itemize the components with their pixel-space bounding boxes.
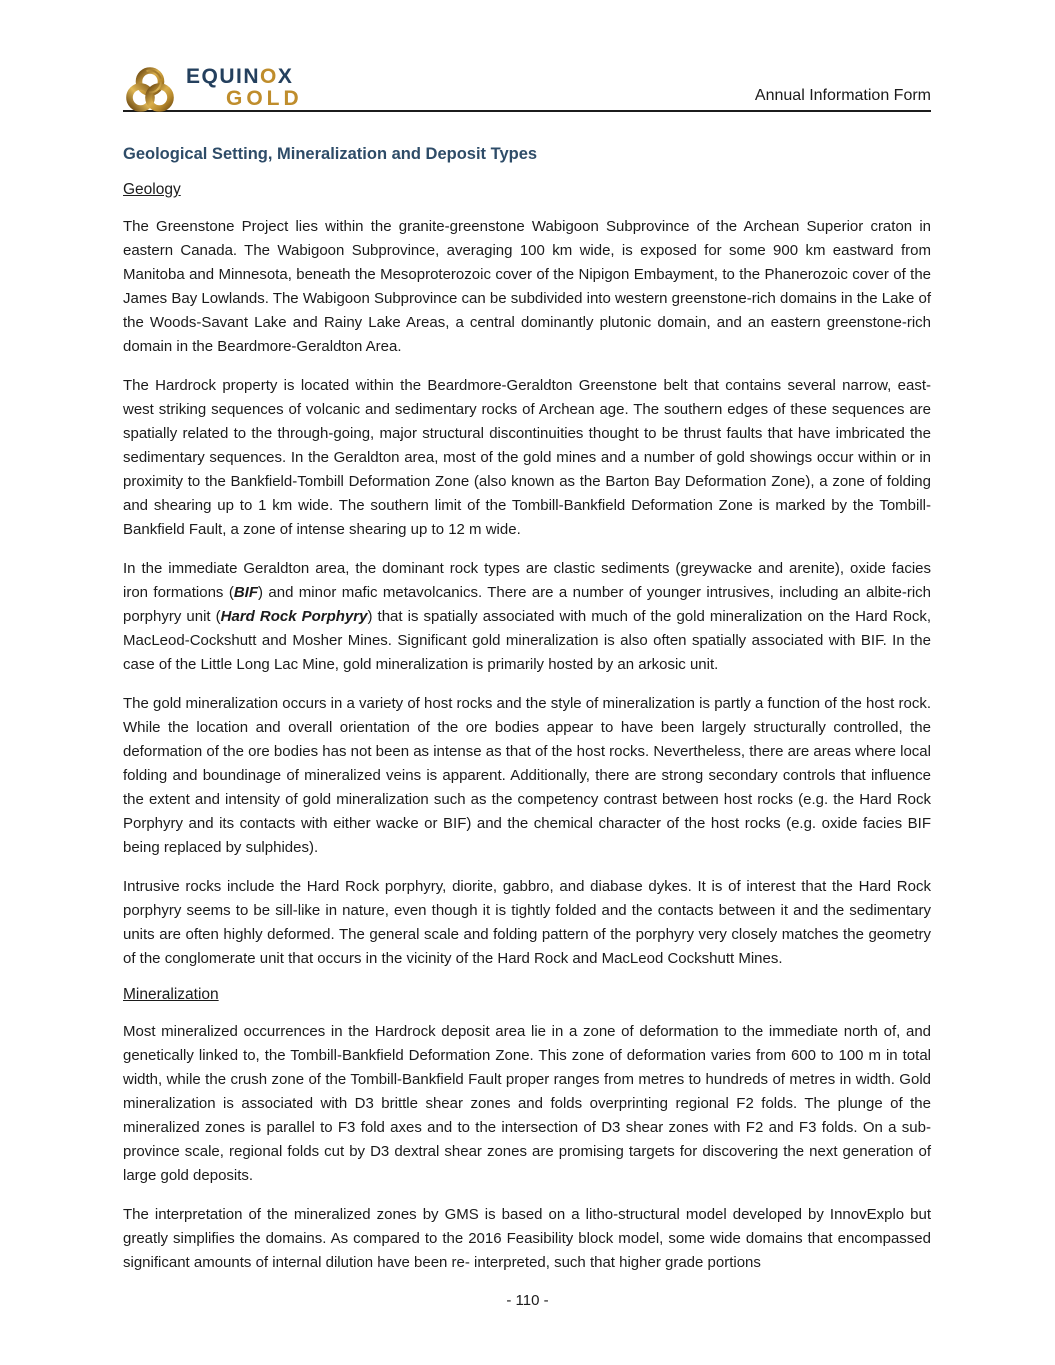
equinox-gold-logo xyxy=(123,64,303,110)
hard-rock-porphyry-term: Hard Rock Porphyry xyxy=(220,608,368,625)
paragraph-gms-interpretation: The interpretation of the mineralized zones by GMS is based on a litho-structural model developed by InnovExplo but greatly simplifies the domains. As compared to the 2016 Feasibility block model, some wide domains that encompassed significant amounts of internal dilution have been re- interpreted, such that higher grade portions xyxy=(123,1206,931,1271)
paragraph-greenstone-project: The Greenstone Project lies within the granite-greenstone Wabigoon Subprovince of the Archean Superior craton in eastern Canada. The Wabigoon Subprovince, averaging 100 km wide, is exposed for some 900 km eastward from Manitoba and Minnesota, beneath the Mesoproterozoic cover of the Nipigon Embayment, to the Phanerozoic cover of the James Bay Lowlands. The Wabigoon Subprovince can be subdivided into western greenstone-rich domains in the Lake of the Woods-Savant Lake and Rainy Lake Areas, a central dominantly plutonic domain, and an eastern greenstone-rich domain in the Beardmore-Geraldton Area. xyxy=(123,218,931,355)
paragraph-geraldton-rock-types: In the immediate Geraldton area, the dominant rock types are clastic sediments (greywacke and arenite), oxide facies iron formations (BIF) and minor mafic metavolcanics. There are a number of younger intrusives, including an albite-rich porphyry unit (Hard Rock Porphyry) that is spatially associated with much of the gold mineralization on the Hard Rock, MacLeod-Cockshutt and Mosher Mines. Significant gold mineralization is also often spatially associated with BIF. In the case of the Little Long Lac Mine, gold mineralization is primarily hosted by an arkosic unit. xyxy=(123,560,932,673)
page-header xyxy=(123,0,931,112)
logo-gold-letter: O xyxy=(260,64,278,88)
document-title: Annual Information Form xyxy=(754,87,931,104)
subheading-geology: Geology xyxy=(123,181,181,198)
logo-wordmark xyxy=(186,66,303,109)
section-heading: Geological Setting, Mineralization and Deposit Types xyxy=(123,145,538,163)
paragraph-hardrock-property: The Hardrock property is located within the Beardmore-Geraldton Greenstone belt that contains several narrow, east-west striking sequences of volcanic and sedimentary rocks of Archean age. The southern edges of these sequences are spatially related to the through-going, major structural discontinuities thought to be thrust faults that have imbricated the sedimentary sequences. In the Geraldton area, most of the gold mines and a number of gold showings occur within or in proximity to the Bankfield-Tombill Deformation Zone (also known as the Barton Bay Deformation Zone), a zone of folding and shearing up to 1 km wide. The southern limit of the Tombill-Bankfield Deformation Zone is marked by the Tombill-Bankfield Fault, a zone of intense shearing up to 12 m wide. xyxy=(123,377,931,538)
paragraph-intrusive-rocks: Intrusive rocks include the Hard Rock porphyry, diorite, gabbro, and diabase dykes. It is of interest that the Hard Rock porphyry seems to be sill-like in nature, even though it is tightly folded and the contacts between it and the sedimentary units are often highly deformed. The general scale and folding pattern of the porphyry very closely matches the geometry of the conglomerate unit that occurs in the vicinity of the Hard Rock and MacLeod Cockshutt Mines. xyxy=(123,878,931,967)
bif-term: BIF xyxy=(233,584,258,601)
logo-wordmark-gold: GOLD xyxy=(226,86,303,110)
subheading-mineralization: Mineralization xyxy=(123,986,219,1003)
paragraph-mineralized-occurrences: Most mineralized occurrences in the Hardrock deposit area lie in a zone of deformation to the immediate north of, and genetically linked to, the Tombill-Bankfield Deformation Zone. This zone of deformation varies from 600 to 100 m in total width, while the crush zone of the Tombill-Bankfield Fault proper ranges from metres to hundreds of metres in width. Gold mineralization is associated with D3 brittle shear zones and folds overprinting regional F2 folds. The plunge of the mineralized zones is parallel to F3 fold axes and to the intersection of D3 shear zones with F2 and F3 folds. On a sub-province scale, regional folds cut by D3 dextral shear zones are promising targets for discovering the next generation of large gold deposits. xyxy=(123,1023,931,1184)
paragraph-gold-mineralization: The gold mineralization occurs in a variety of host rocks and the style of mineralization is partly a function of the host rock. While the location and overall orientation of the ore bodies appear to have been largely structurally controlled, the deformation of the ore bodies has not been as intense as that of the host rocks. Nevertheless, there are areas where local folding and boundinage of mineralized veins is apparent. Additionally, there are strong secondary controls that influence the extent and intensity of gold mineralization such as the competency contrast between host rocks (e.g. the Hard Rock Porphyry and its contacts with either wacke or BIF) and the chemical character of the host rocks (e.g. oxide facies BIF being replaced by sulphides). xyxy=(123,695,931,856)
page-number: - 110 - xyxy=(506,1292,549,1309)
logo-wordmark-equinox: EQUINOX xyxy=(186,64,294,88)
equinox-rings-icon xyxy=(123,64,177,120)
